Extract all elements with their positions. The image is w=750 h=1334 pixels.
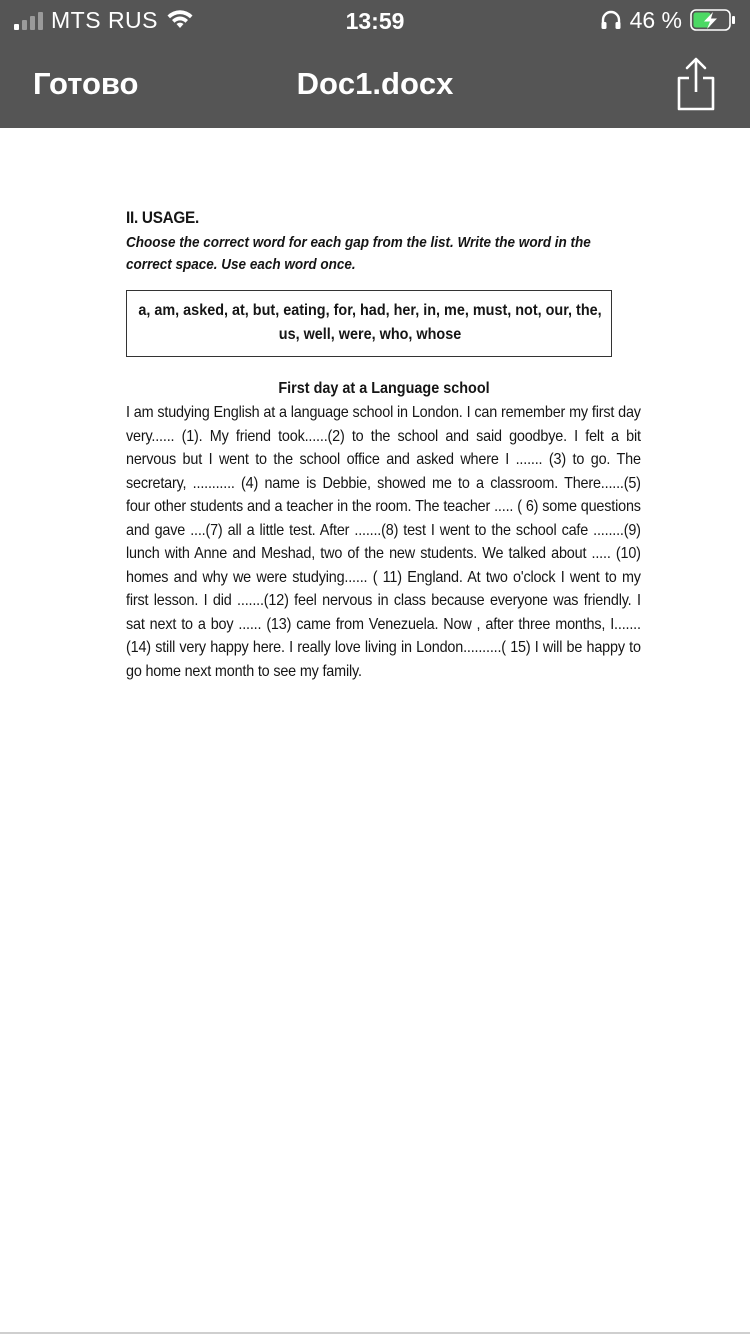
headphones-icon — [600, 10, 622, 30]
status-bar — [0, 0, 750, 40]
share-icon[interactable] — [674, 56, 718, 112]
navigation-bar — [0, 40, 750, 128]
passage-title: First day at a Language school — [278, 380, 490, 397]
section-title: II. USAGE. — [126, 208, 199, 227]
done-button[interactable]: Готово — [33, 66, 139, 101]
instructions-text: Choose the correct word for each gap from the list. Write the word in the correct space. Use each word once. — [126, 234, 591, 273]
battery-charging-icon — [690, 9, 736, 31]
word-list-box — [126, 290, 612, 357]
battery-percent: 46 % — [629, 6, 682, 33]
clock: 13:59 — [345, 8, 405, 34]
carrier-name: MTS RUS — [51, 6, 158, 33]
word-list: a, am, asked, at, but, eating, for, had, her, in, me, must, not, our, the, us, well, were, who, whose — [138, 302, 602, 343]
status-right — [600, 8, 736, 32]
passage-text: I am studying English at a language school in London. I can remember my first day very...... (1). My friend took......(2) to the school and said goodbye. I felt a bit nervous but I went to the school office and asked where I ....... (3) to go. The secretary, ........... (4) name is Debbie, showed me to a classroom. There......(5) four other students and a teacher in the room. The teacher ..... ( 6) some questions and gave ....(7) all a little test. After .......(8) test I went to the school cafe ........(9) lunch with Anne and Meshad, two of the new students. We talked about ..... (10) homes and why we were studying...... ( 11) England. At two o'clock I went to my first lesson. I did .......(12) feel nervous in class because everyone was friendly. I sat next to a boy ...... (13) came from Venezuela. Now , after three months, I.......(14) still very happy here. I really love living in London..........( 15) I will be happy to go home next month to see my family. — [126, 404, 641, 680]
document-title: Doc1.docx — [296, 66, 454, 101]
